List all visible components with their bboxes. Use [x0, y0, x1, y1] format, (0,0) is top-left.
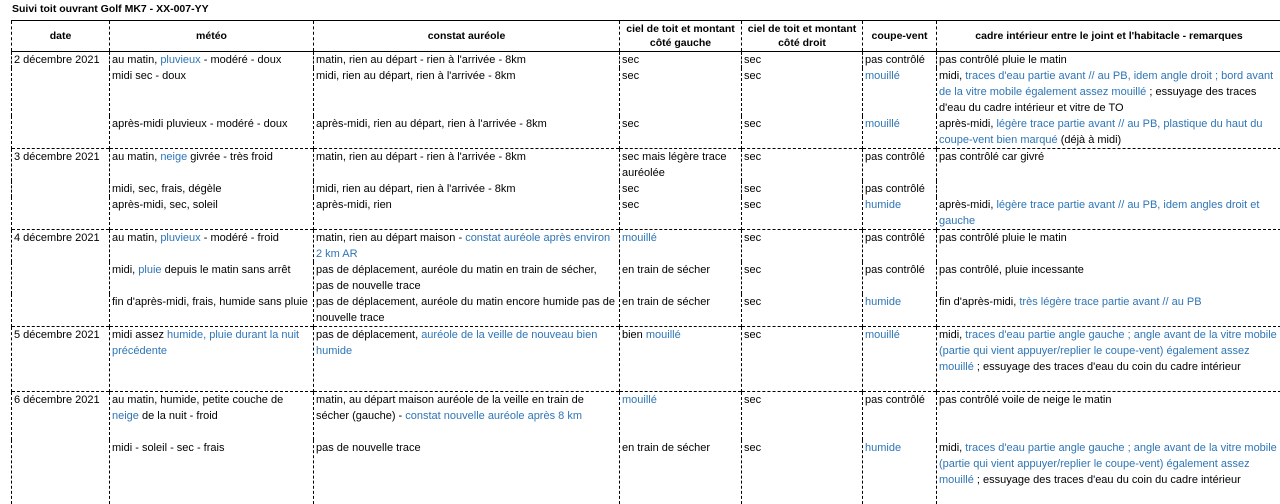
- highlighted-text: traces d'eau partie angle gauche ; angle avant de la vitre mobile (partie qui vient appuyer/replier le coupe-vent) également assez mouillé: [939, 329, 1277, 373]
- table-row: [12, 327, 1280, 392]
- constat-cell[interactable]: [314, 116, 620, 149]
- constat-cell[interactable]: [314, 52, 620, 69]
- remarks-cell[interactable]: [937, 440, 1280, 504]
- cell-text: pas contrôlé pluie le matin: [939, 54, 1067, 66]
- highlighted-text: mouillé: [865, 118, 900, 130]
- left-side-cell[interactable]: [620, 68, 742, 116]
- remarks-cell[interactable]: [937, 262, 1280, 294]
- table-row: [12, 116, 1280, 149]
- cell-text: sec: [744, 264, 761, 276]
- column-header-date[interactable]: date: [12, 21, 110, 52]
- highlighted-text: mouillé: [865, 329, 900, 341]
- cell-text: sec: [622, 199, 639, 211]
- highlighted-text: mouillé: [646, 329, 681, 341]
- cell-text: midi - soleil - sec - frais: [112, 442, 224, 454]
- date-cell[interactable]: [12, 116, 110, 149]
- cell-text: sec: [622, 54, 639, 66]
- date-cell[interactable]: [12, 262, 110, 294]
- constat-cell[interactable]: [314, 294, 620, 327]
- cell-text: midi assez: [112, 329, 167, 341]
- highlighted-text: neige: [112, 410, 139, 422]
- right-side-cell[interactable]: [742, 68, 863, 116]
- cell-text: après-midi pluvieux - modéré - doux: [112, 118, 287, 130]
- cell-text: pas contrôlé pluie le matin: [939, 232, 1067, 244]
- meteo-cell[interactable]: [110, 440, 314, 504]
- highlighted-text: très légère trace partie avant // au PB: [1019, 296, 1201, 308]
- date-cell[interactable]: [12, 392, 110, 441]
- meteo-cell[interactable]: [110, 116, 314, 149]
- meteo-cell[interactable]: [110, 230, 314, 263]
- cell-text: sec: [744, 54, 761, 66]
- cell-text: midi, rien au départ, rien à l'arrivée - 8km: [316, 183, 516, 195]
- table-row: [12, 392, 1280, 441]
- highlighted-text: humide, pluie durant la nuit précédente: [112, 329, 299, 357]
- column-header-wind-deflector[interactable]: coupe-vent: [863, 21, 937, 52]
- cell-text: 4 décembre 2021: [14, 232, 100, 244]
- right-side-cell[interactable]: [742, 116, 863, 149]
- date-cell[interactable]: [12, 230, 110, 263]
- cell-text: sec: [744, 232, 761, 244]
- right-side-cell[interactable]: [742, 230, 863, 263]
- right-side-cell[interactable]: [742, 197, 863, 230]
- highlighted-text: pluie: [138, 264, 161, 276]
- right-side-cell[interactable]: [742, 327, 863, 392]
- highlighted-text: mouillé: [622, 394, 657, 406]
- meteo-cell[interactable]: [110, 149, 314, 182]
- highlighted-text: humide: [865, 199, 901, 211]
- constat-cell[interactable]: [314, 262, 620, 294]
- cell-text: sec: [744, 199, 761, 211]
- highlighted-text: auréole de la veille de nouveau bien humide: [316, 329, 597, 357]
- meteo-cell[interactable]: [110, 52, 314, 69]
- cell-text: - modéré - froid: [201, 232, 279, 244]
- cell-text: pas contrôlé car givré: [939, 151, 1044, 163]
- wind-deflector-cell[interactable]: [863, 68, 937, 116]
- wind-deflector-cell[interactable]: [863, 262, 937, 294]
- cell-text: sec: [744, 329, 761, 341]
- cell-text: au matin,: [112, 232, 160, 244]
- left-side-cell[interactable]: [620, 294, 742, 327]
- remarks-cell[interactable]: [937, 327, 1280, 392]
- cell-text: sec: [744, 394, 761, 406]
- wind-deflector-cell[interactable]: [863, 116, 937, 149]
- cell-text: ; essuyage des traces d'eau du cadre intérieur et vitre de TO: [939, 86, 1256, 114]
- cell-text: pas de déplacement, auréole du matin en train de sécher, pas de nouvelle trace: [316, 264, 597, 292]
- wind-deflector-cell[interactable]: [863, 294, 937, 327]
- date-cell[interactable]: [12, 294, 110, 327]
- highlighted-text: humide: [865, 296, 901, 308]
- cell-text: bien: [622, 329, 646, 341]
- highlighted-text: pluvieux: [160, 232, 200, 244]
- wind-deflector-cell[interactable]: [863, 149, 937, 182]
- cell-text: en train de sécher: [622, 442, 710, 454]
- cell-text: pas contrôlé: [865, 394, 925, 406]
- highlighted-text: pluvieux: [160, 54, 200, 66]
- cell-text: 5 décembre 2021: [14, 329, 100, 341]
- highlighted-text: traces d'eau partie avant // au PB, idem angle droit ; bord avant de la vitre mobile également assez mouillé: [939, 70, 1273, 98]
- date-cell[interactable]: [12, 68, 110, 116]
- table-row: [12, 262, 1280, 294]
- constat-cell[interactable]: [314, 392, 620, 441]
- highlighted-text: mouillé: [622, 232, 657, 244]
- constat-cell[interactable]: [314, 149, 620, 182]
- highlighted-text: légère trace partie avant // au PB, plastique du haut du coupe-vent bien marqué: [939, 118, 1262, 146]
- date-cell[interactable]: [12, 52, 110, 69]
- cell-text: 6 décembre 2021: [14, 394, 100, 406]
- highlighted-text: mouillé: [865, 70, 900, 82]
- cell-text: après-midi,: [939, 118, 996, 130]
- constat-cell[interactable]: [314, 181, 620, 197]
- column-header-meteo[interactable]: météo: [110, 21, 314, 52]
- cell-text: matin, rien au départ - rien à l'arrivée - 8km: [316, 151, 526, 163]
- table-row: [12, 230, 1280, 263]
- cell-text: midi, sec, frais, dégèle: [112, 183, 221, 195]
- cell-text: pas de déplacement,: [316, 329, 421, 341]
- column-header-constat[interactable]: constat auréole: [314, 21, 620, 52]
- left-side-cell[interactable]: [620, 262, 742, 294]
- date-cell[interactable]: [12, 197, 110, 230]
- right-side-cell[interactable]: [742, 392, 863, 441]
- cell-text: pas contrôlé: [865, 232, 925, 244]
- cell-text: au matin,: [112, 151, 160, 163]
- constat-cell[interactable]: [314, 230, 620, 263]
- cell-text: matin, rien au départ - rien à l'arrivée - 8km: [316, 54, 526, 66]
- cell-text: en train de sécher: [622, 296, 710, 308]
- cell-text: givrée - très froid: [187, 151, 273, 163]
- remarks-cell[interactable]: [937, 149, 1280, 182]
- left-side-cell[interactable]: [620, 230, 742, 263]
- cell-text: matin, rien au départ maison -: [316, 232, 465, 244]
- cell-text: midi, rien au départ, rien à l'arrivée - 8km: [316, 70, 516, 82]
- cell-text: après-midi,: [939, 199, 996, 211]
- cell-text: de la nuit - froid: [139, 410, 218, 422]
- column-header-right-side[interactable]: ciel de toit et montant côté droit: [742, 21, 863, 52]
- left-side-cell[interactable]: [620, 116, 742, 149]
- wind-deflector-cell[interactable]: [863, 197, 937, 230]
- cell-text: sec: [622, 118, 639, 130]
- right-side-cell[interactable]: [742, 440, 863, 504]
- cell-text: sec: [744, 442, 761, 454]
- cell-text: pas contrôlé: [865, 151, 925, 163]
- cell-text: 3 décembre 2021: [14, 151, 100, 163]
- remarks-cell[interactable]: [937, 294, 1280, 327]
- cell-text: sec: [744, 296, 761, 308]
- cell-text: depuis le matin sans arrêt: [162, 264, 291, 276]
- highlighted-text: constat auréole après environ 2 km AR: [316, 232, 610, 260]
- date-cell[interactable]: [12, 181, 110, 197]
- right-side-cell[interactable]: [742, 149, 863, 182]
- tracking-table: [11, 20, 1280, 504]
- right-side-cell[interactable]: [742, 52, 863, 69]
- cell-text: midi,: [939, 329, 965, 341]
- highlighted-text: légère trace partie avant // au PB, idem angles droit et gauche: [939, 199, 1259, 227]
- remarks-cell[interactable]: [937, 181, 1280, 197]
- cell-text: pas contrôlé, pluie incessante: [939, 264, 1084, 276]
- highlighted-text: traces d'eau partie angle gauche ; angle avant de la vitre mobile (partie qui vient appuyer/replier le coupe-vent) également assez mouillé: [939, 442, 1277, 486]
- constat-cell[interactable]: [314, 68, 620, 116]
- constat-cell[interactable]: [314, 197, 620, 230]
- cell-text: sec: [744, 70, 761, 82]
- highlighted-text: constat nouvelle auréole après 8 km: [405, 410, 582, 422]
- left-side-cell[interactable]: [620, 197, 742, 230]
- cell-text: sec: [744, 151, 761, 163]
- cell-text: ; essuyage des traces d'eau du coin du cadre intérieur: [974, 474, 1241, 486]
- cell-text: midi,: [939, 70, 965, 82]
- remarks-cell[interactable]: [937, 68, 1280, 116]
- date-cell[interactable]: [12, 327, 110, 392]
- cell-text: ; essuyage des traces d'eau du coin du cadre intérieur: [974, 361, 1241, 373]
- left-side-cell[interactable]: [620, 52, 742, 69]
- cell-text: pas de nouvelle trace: [316, 442, 421, 454]
- left-side-cell[interactable]: [620, 181, 742, 197]
- cell-text: après-midi, rien: [316, 199, 392, 211]
- cell-text: midi,: [939, 442, 965, 454]
- cell-text: pas de déplacement, auréole du matin encore humide pas de nouvelle trace: [316, 296, 615, 324]
- meteo-cell[interactable]: [110, 68, 314, 116]
- date-cell[interactable]: [12, 149, 110, 182]
- spreadsheet: [11, 20, 1280, 504]
- wind-deflector-cell[interactable]: [863, 327, 937, 392]
- meteo-cell[interactable]: [110, 262, 314, 294]
- cell-text: (déjà à midi): [1058, 134, 1122, 146]
- cell-text: sec: [622, 70, 639, 82]
- cell-text: matin, au départ maison auréole de la veille en train de sécher (gauche) -: [316, 394, 584, 422]
- cell-text: sec mais légère trace auréolée: [622, 151, 727, 179]
- remarks-cell[interactable]: [937, 197, 1280, 230]
- right-side-cell[interactable]: [742, 181, 863, 197]
- wind-deflector-cell[interactable]: [863, 181, 937, 197]
- highlighted-text: neige: [160, 151, 187, 163]
- left-side-cell[interactable]: [620, 327, 742, 392]
- cell-text: fin d'après-midi, frais, humide sans pluie: [112, 296, 308, 308]
- cell-text: au matin, humide, petite couche de: [112, 394, 283, 406]
- remarks-cell[interactable]: [937, 116, 1280, 149]
- meteo-cell[interactable]: [110, 197, 314, 230]
- cell-text: sec: [744, 118, 761, 130]
- cell-text: au matin,: [112, 54, 160, 66]
- remarks-cell[interactable]: [937, 52, 1280, 69]
- constat-cell[interactable]: [314, 440, 620, 504]
- cell-text: pas contrôlé voile de neige le matin: [939, 394, 1111, 406]
- left-side-cell[interactable]: [620, 392, 742, 441]
- meteo-cell[interactable]: [110, 294, 314, 327]
- table-row: [12, 68, 1280, 116]
- meteo-cell[interactable]: [110, 181, 314, 197]
- table-row: [12, 52, 1280, 69]
- remarks-cell[interactable]: [937, 230, 1280, 263]
- table-row: [12, 197, 1280, 230]
- cell-text: en train de sécher: [622, 264, 710, 276]
- wind-deflector-cell[interactable]: [863, 440, 937, 504]
- highlighted-text: humide: [865, 442, 901, 454]
- cell-text: pas contrôlé: [865, 54, 925, 66]
- right-side-cell[interactable]: [742, 262, 863, 294]
- cell-text: pas contrôlé: [865, 264, 925, 276]
- column-header-left-side[interactable]: ciel de toit et montant côté gauche: [620, 21, 742, 52]
- meteo-cell[interactable]: [110, 327, 314, 392]
- date-cell[interactable]: [12, 440, 110, 504]
- table-body: [12, 52, 1280, 504]
- table-row: [12, 149, 1280, 182]
- table-row: [12, 440, 1280, 504]
- right-side-cell[interactable]: [742, 294, 863, 327]
- cell-text: sec: [744, 183, 761, 195]
- table-row: [12, 294, 1280, 327]
- wind-deflector-cell[interactable]: [863, 392, 937, 441]
- cell-text: après-midi, sec, soleil: [112, 199, 218, 211]
- wind-deflector-cell[interactable]: [863, 52, 937, 69]
- table-row: [12, 181, 1280, 197]
- cell-text: midi,: [112, 264, 138, 276]
- cell-text: fin d'après-midi,: [939, 296, 1019, 308]
- meteo-cell[interactable]: [110, 392, 314, 441]
- cell-text: midi sec - doux: [112, 70, 186, 82]
- constat-cell[interactable]: [314, 327, 620, 392]
- remarks-cell[interactable]: [937, 392, 1280, 441]
- sheet-title: Suivi toit ouvrant Golf MK7 - XX-007-YY: [12, 3, 209, 15]
- left-side-cell[interactable]: [620, 440, 742, 504]
- cell-text: pas contrôlé: [865, 183, 925, 195]
- cell-text: - modéré - doux: [201, 54, 282, 66]
- cell-text: après-midi, rien au départ, rien à l'arrivée - 8km: [316, 118, 547, 130]
- header-row: [12, 21, 1280, 52]
- wind-deflector-cell[interactable]: [863, 230, 937, 263]
- cell-text: 2 décembre 2021: [14, 54, 100, 66]
- left-side-cell[interactable]: [620, 149, 742, 182]
- column-header-remarks[interactable]: cadre intérieur entre le joint et l'habitacle - remarques: [937, 21, 1280, 52]
- cell-text: sec: [622, 183, 639, 195]
